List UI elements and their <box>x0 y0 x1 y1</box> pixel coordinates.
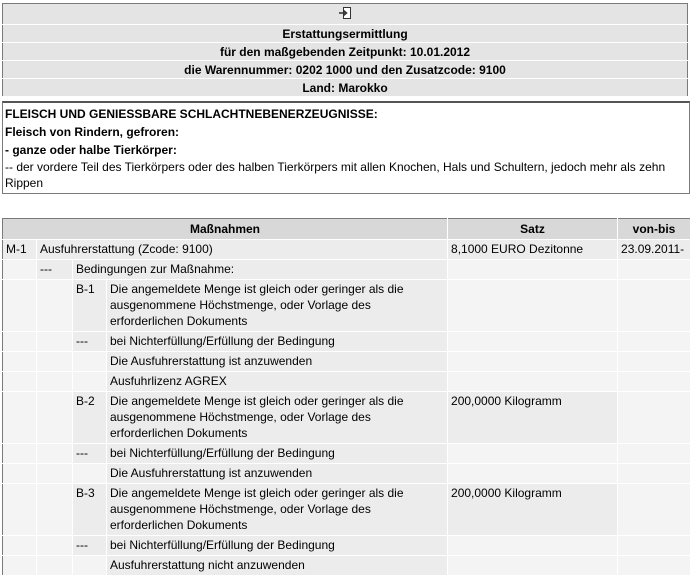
table-row <box>3 484 691 536</box>
table-row <box>3 280 691 332</box>
column-header-massnahmen: Maßnahmen <box>3 219 448 240</box>
description-line: Fleisch von Rindern, gefroren: <box>5 125 180 139</box>
header-panel <box>2 3 688 97</box>
description-line: FLEISCH UND GENIESSBARE SCHLACHTNEBENERZEUGNISSE: <box>5 107 378 121</box>
row-text: bei Nichterfüllung/Erfüllung der Bedingung <box>107 536 448 556</box>
table-row <box>3 260 691 280</box>
table-row <box>3 464 691 484</box>
row-text: Die Ausfuhrerstattung ist anzuwenden <box>107 352 448 372</box>
row-satz: 8,1000 EURO Dezitonne <box>448 240 618 260</box>
row-satz: 200,0000 Kilogramm <box>448 392 618 444</box>
row-code: B-2 <box>73 392 107 444</box>
row-text: Die angemeldete Menge ist gleich oder geringer als die ausgenommene Höchstmenge, oder Vorlage des erforderlichen Dokuments <box>107 484 448 536</box>
row-code: B-1 <box>73 280 107 332</box>
goods-description <box>2 101 690 194</box>
header-country: Land: Marokko <box>3 79 688 97</box>
row-vonbis: 23.09.2011- <box>618 240 691 260</box>
table-row <box>3 332 691 352</box>
table-row <box>3 392 691 444</box>
row-text: Ausfuhrerstattung (Zcode: 9100) <box>37 240 448 260</box>
header-date: für den maßgebenden Zeitpunkt: 10.01.2012 <box>3 43 688 61</box>
table-row <box>3 556 691 576</box>
row-code: M-1 <box>3 240 37 260</box>
header-title: Erstattungsermittlung <box>3 25 688 43</box>
row-satz: 200,0000 Kilogramm <box>448 484 618 536</box>
column-header-vonbis: von-bis <box>618 219 691 240</box>
row-text: bei Nichterfüllung/Erfüllung der Bedingung <box>107 444 448 464</box>
row-marker: --- <box>73 536 107 556</box>
row-text: Die Ausfuhrerstattung ist anzuwenden <box>107 464 448 484</box>
table-row <box>3 352 691 372</box>
table-row <box>3 240 691 260</box>
row-marker: --- <box>37 260 73 280</box>
row-text: Die angemeldete Menge ist gleich oder geringer als die ausgenommene Höchstmenge, oder Vorlage des erforderlichen Dokuments <box>107 280 448 332</box>
export-icon[interactable] <box>338 6 352 23</box>
row-text: Bedingungen zur Maßnahme: <box>73 260 448 280</box>
header-commodity: die Warennummer: 0202 1000 und den Zusatzcode: 9100 <box>3 61 688 79</box>
row-text: Die angemeldete Menge ist gleich oder geringer als die ausgenommene Höchstmenge, oder Vorlage des erforderlichen Dokuments <box>107 392 448 444</box>
header-icon-cell <box>3 4 688 25</box>
table-row <box>3 372 691 392</box>
row-code: B-3 <box>73 484 107 536</box>
description-line: - ganze oder halbe Tierkörper: <box>5 143 177 157</box>
table-row <box>3 444 691 464</box>
measures-table <box>2 218 691 576</box>
row-text: bei Nichterfüllung/Erfüllung der Bedingung <box>107 332 448 352</box>
row-text: Ausfuhrerstattung nicht anzuwenden <box>107 556 448 576</box>
description-line: -- der vordere Teil des Tierkörpers oder des halben Tierkörpers mit allen Knochen, Hals und Schultern, jedoch mehr als zehn Rippen <box>5 160 666 190</box>
row-marker: --- <box>73 444 107 464</box>
row-marker: --- <box>73 332 107 352</box>
row-text: Ausfuhrlizenz AGREX <box>107 372 448 392</box>
table-row <box>3 536 691 556</box>
column-header-satz: Satz <box>448 219 618 240</box>
